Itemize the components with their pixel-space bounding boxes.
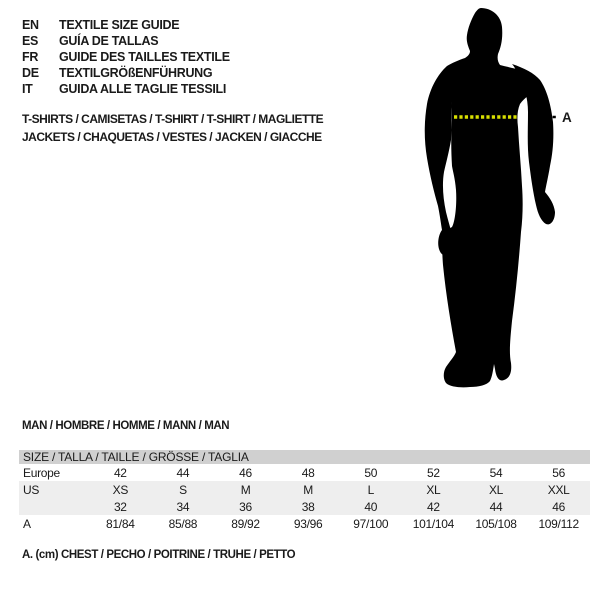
silhouette-body (442, 8, 539, 387)
size-cell: 56 (552, 465, 566, 480)
language-row-de (22, 65, 230, 81)
language-title: GUIDE DES TAILLES TEXTILE (59, 50, 230, 64)
size-cell: 81/84 (106, 516, 135, 531)
row-label: A (23, 516, 31, 531)
size-table-row-a (19, 515, 590, 532)
language-title: TEXTILE SIZE GUIDE (59, 18, 180, 32)
size-cell: 54 (489, 465, 503, 480)
size-cell: 32 (113, 499, 127, 514)
size-cell: 38 (301, 499, 315, 514)
language-code: DE (22, 66, 39, 80)
language-code: FR (22, 50, 39, 64)
size-cell: 109/112 (538, 516, 579, 531)
man-silhouette-figure (400, 0, 580, 400)
size-cell: 44 (176, 465, 190, 480)
language-row-en (22, 17, 230, 33)
size-cell: 89/92 (231, 516, 260, 531)
size-cell: 42 (113, 465, 127, 480)
size-cell: XL (426, 482, 441, 497)
measurement-footnote: A. (cm) CHEST / PECHO / POITRINE / TRUHE / PETTO (22, 549, 296, 561)
silhouette-left-arm (425, 66, 453, 256)
category-line-jackets: JACKETS / CHAQUETAS / VESTES / JACKEN / GIACCHE (22, 129, 322, 144)
size-table-container (19, 450, 590, 532)
size-cell: 36 (239, 499, 252, 514)
row-label: Europe (23, 465, 60, 480)
language-code: ES (22, 34, 39, 48)
language-row-es (22, 33, 230, 49)
size-cell: XL (488, 482, 504, 497)
size-cell: 97/100 (353, 516, 389, 531)
language-code: EN (22, 18, 39, 32)
size-table-row-europe (19, 464, 590, 481)
size-cell: 50 (364, 465, 378, 480)
measure-label-a: A (562, 110, 572, 125)
size-cell: XXL (547, 482, 570, 497)
category-heading (22, 111, 323, 146)
size-cell: XS (112, 482, 129, 497)
language-row-it (22, 81, 230, 97)
language-title: GUÍA DE TALLAS (59, 34, 159, 48)
size-cell: S (179, 482, 187, 497)
size-cell: 40 (364, 499, 378, 514)
size-table-header-row (19, 450, 590, 464)
language-row-fr (22, 49, 230, 65)
size-cell: 48 (301, 465, 315, 480)
language-code: IT (22, 82, 33, 96)
language-title: GUIDA ALLE TAGLIE TESSILI (59, 82, 227, 96)
size-table-row-numeric (19, 498, 590, 515)
language-title: TEXTILGRÖßENFÜHRUNG (59, 66, 213, 80)
category-line-tshirts: T-SHIRTS / CAMISETAS / T-SHIRT / T-SHIRT / MAGLIETTE (22, 112, 324, 126)
row-label: US (23, 482, 40, 497)
size-cell: 93/96 (293, 516, 323, 531)
size-cell: 42 (426, 499, 440, 514)
size-cell: 44 (489, 499, 503, 514)
size-table (19, 450, 590, 532)
size-cell: 46 (239, 465, 252, 480)
language-list (22, 17, 230, 97)
size-cell: 34 (176, 499, 190, 514)
size-cell: 85/88 (168, 516, 198, 531)
size-cell: L (367, 482, 374, 497)
size-cell: M (303, 482, 313, 497)
row-label (19, 498, 89, 515)
size-table-header: SIZE / TALLA / TAILLE / GRÖSSE / TAGLIA (19, 450, 590, 464)
size-cell: M (240, 482, 251, 497)
size-cell: 101/104 (412, 516, 454, 531)
section-title: MAN / HOMBRE / HOMME / MANN / MAN (22, 420, 230, 432)
size-table-row-us (19, 481, 590, 498)
man-silhouette-svg (400, 0, 580, 400)
size-cell: 46 (552, 499, 566, 514)
size-cell: 105/108 (475, 516, 517, 531)
size-cell: 52 (426, 465, 440, 480)
